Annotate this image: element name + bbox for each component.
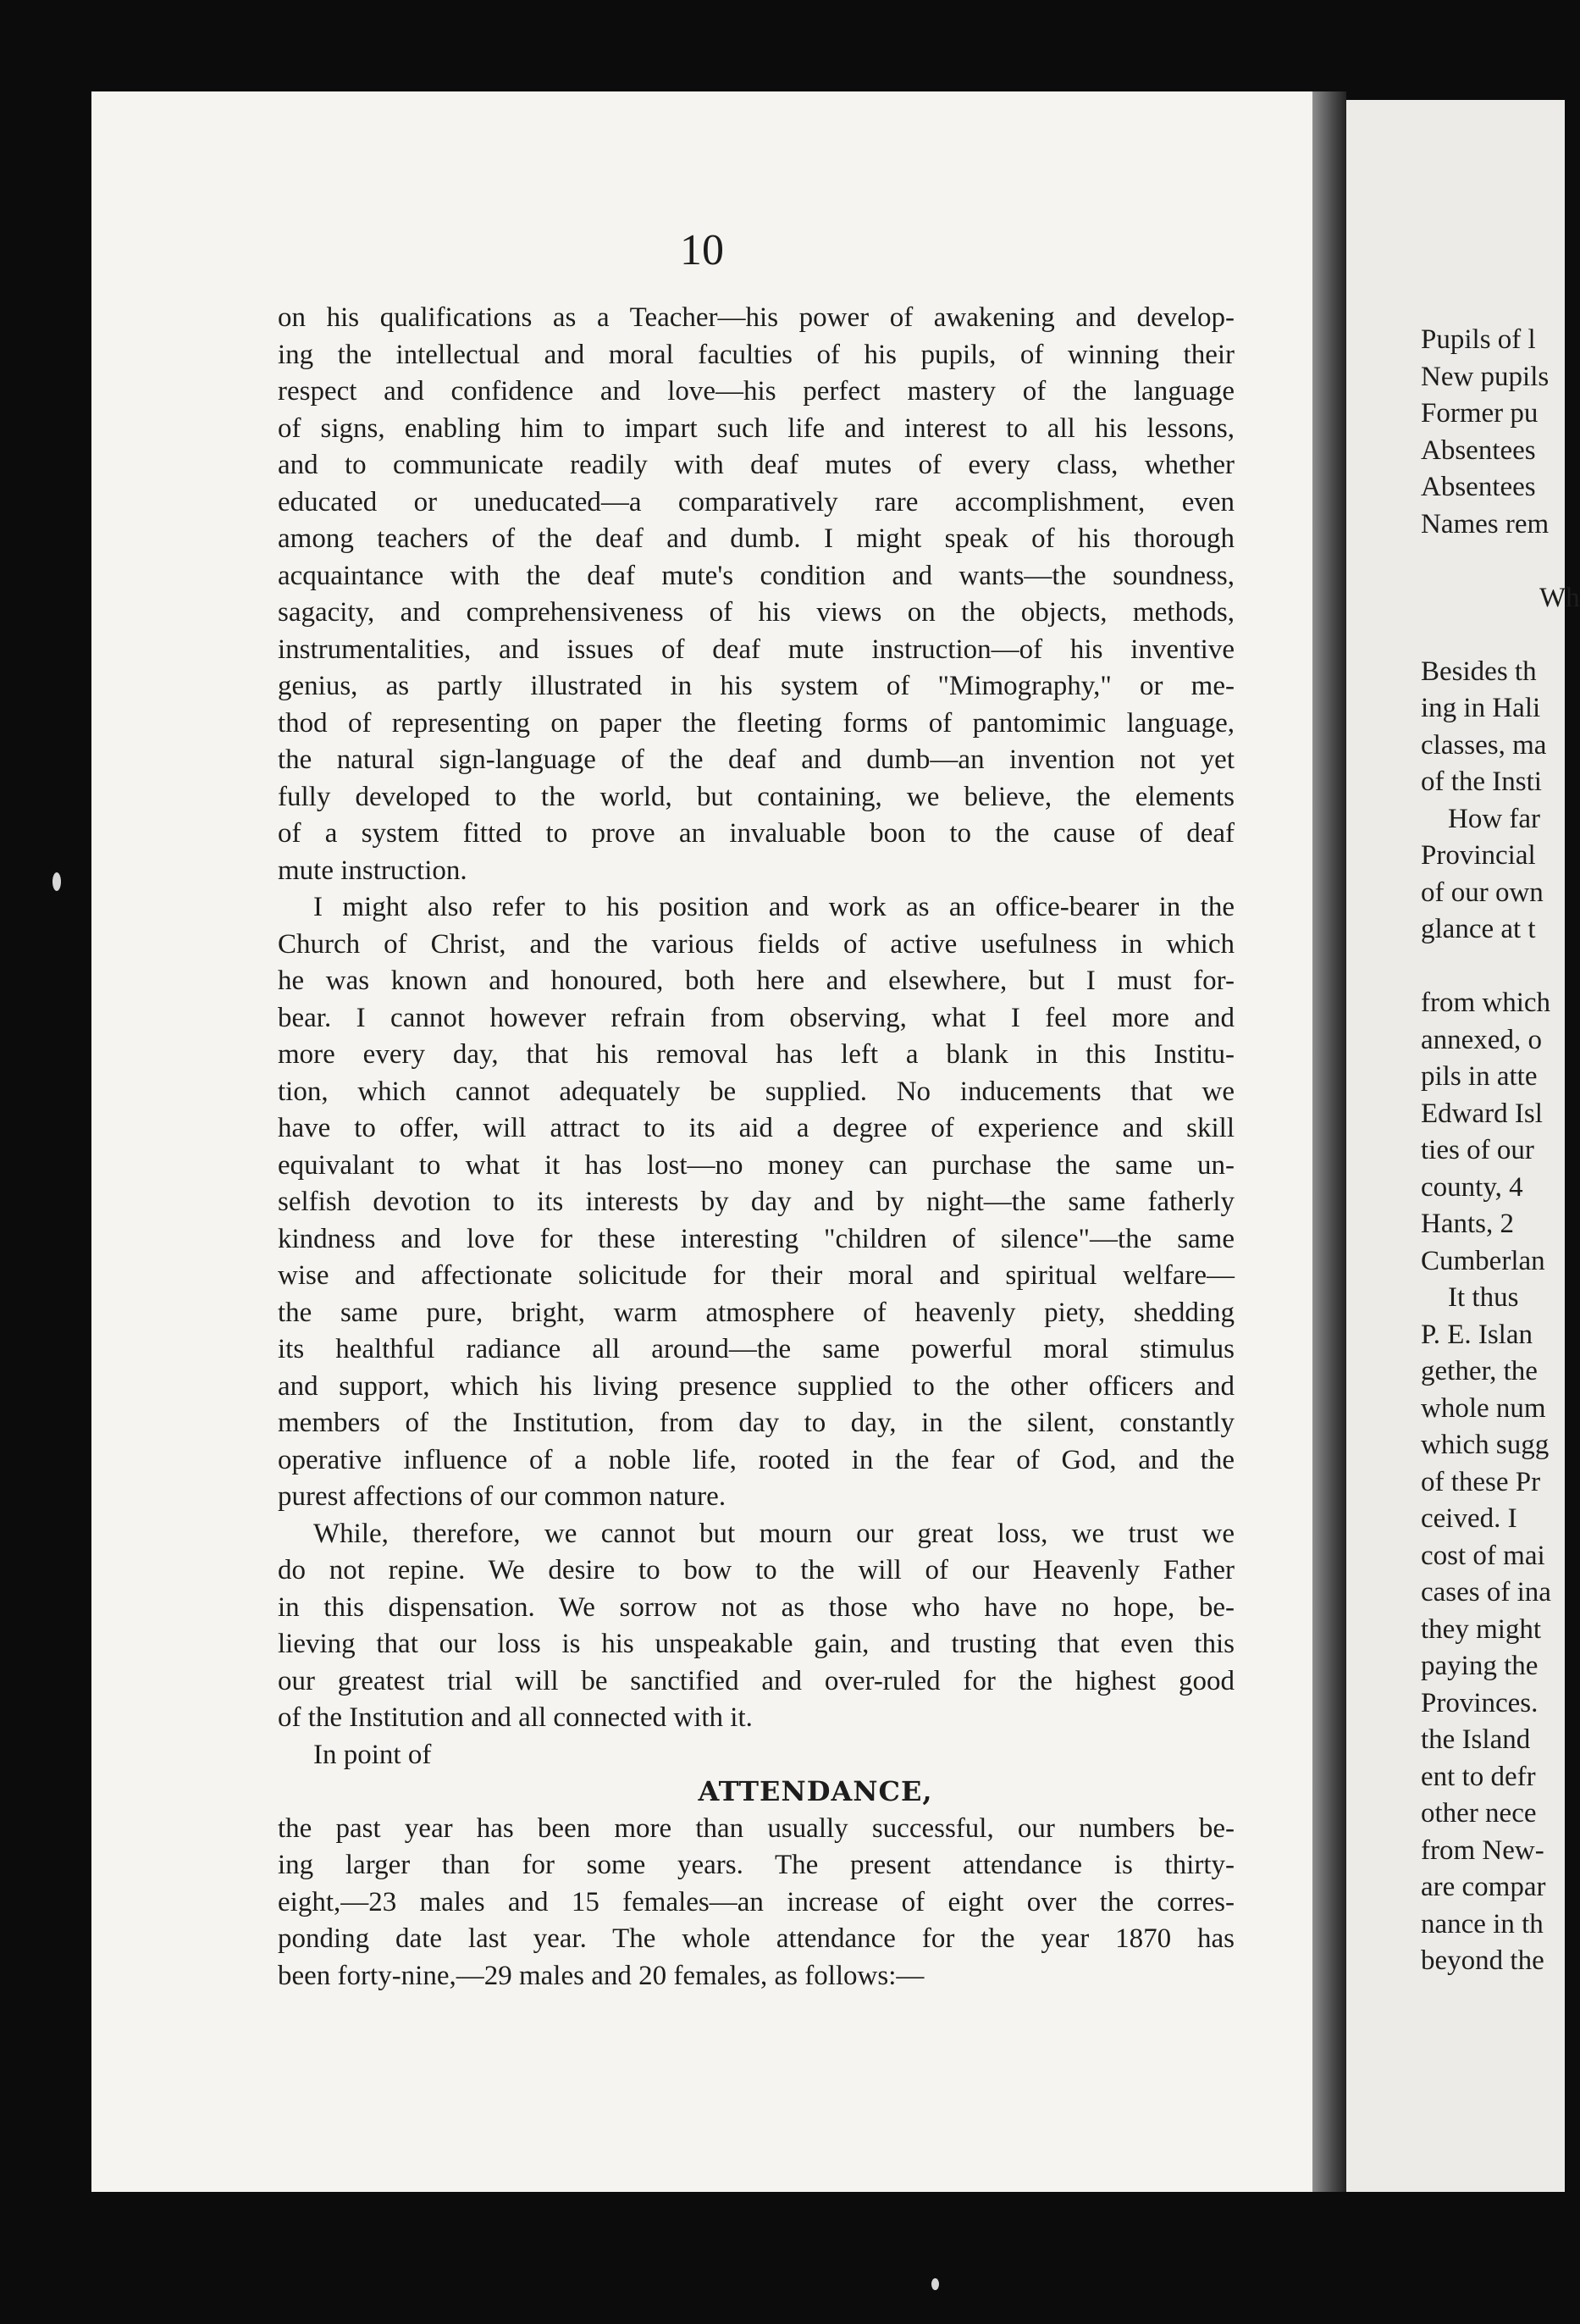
right-text-line: which sugg (1421, 1430, 1550, 1460)
right-text-line: county, 4 (1421, 1171, 1523, 1203)
text-line: tion, which cannot adequately be supplied. No inducements that we (278, 1076, 1235, 1107)
right-text-line (1421, 617, 1580, 654)
right-text-line: they might (1421, 1613, 1542, 1645)
right-text-line: classes, ma (1421, 729, 1547, 761)
text-line: and support, which his living presence supplied to the other officers and (278, 1370, 1235, 1402)
text-line: eight,—23 males and 15 females—an increase of eight over the corres- (278, 1886, 1235, 1917)
text-line: I might also refer to his position and work as an office-bearer in the (313, 892, 1235, 922)
right-text-line: of our own (1421, 877, 1544, 908)
book-gutter (1312, 91, 1346, 2192)
text-line: wise and affectionate solicitude for their moral and spiritual welfare— (278, 1260, 1235, 1291)
text-line: educated or uneducated—a comparatively rare accomplishment, even (278, 486, 1235, 517)
right-text-line: Wh (1539, 582, 1580, 613)
text-line: do not repine. We desire to bow to the will of our Heavenly Father (278, 1555, 1235, 1585)
text-line: instrumentalities, and issues of deaf mute instruction—of his inventive (278, 634, 1235, 665)
right-text-line: nance in th (1421, 1908, 1544, 1939)
text-line: operative influence of a noble life, rooted in the fear of God, and the (278, 1444, 1235, 1475)
text-line: respect and confidence and love—his perfect mastery of the language (278, 376, 1235, 407)
right-text-line: How far (1448, 803, 1541, 834)
text-line: been forty-nine,—29 males and 20 females, as follows:— (278, 1960, 925, 1991)
right-text-line: cost of mai (1421, 1540, 1545, 1571)
text-line: our greatest trial will be sanctified and over-ruled for the highest good (278, 1665, 1235, 1696)
right-text-line: of the Insti (1421, 766, 1542, 797)
right-text-line: the Island (1421, 1724, 1531, 1755)
scan-speck (52, 872, 61, 891)
left-page (91, 91, 1312, 2192)
text-line: purest affections of our common nature. (278, 1481, 726, 1512)
right-text-line: Cumberlan (1421, 1245, 1545, 1276)
text-line: Church of Christ, and the various fields of active usefulness in which (278, 928, 1235, 960)
right-text-line: from New- (1421, 1834, 1544, 1866)
right-text-line: Edward Isl (1421, 1098, 1543, 1129)
right-text-line: ing in Hali (1421, 693, 1541, 723)
right-text-line: Provinces. (1421, 1687, 1539, 1718)
text-line: selfish devotion to its interests by day and by night—the same fatherly (278, 1187, 1235, 1217)
right-text-line: other nece (1421, 1798, 1537, 1829)
text-line: While, therefore, we cannot but mourn our great loss, we trust we (313, 1518, 1235, 1549)
right-page (1346, 100, 1580, 2192)
text-line: genius, as partly illustrated in his system of "Mimography," or me- (278, 671, 1235, 701)
text-line: kindness and love for these interesting "children of silence"—the same (278, 1223, 1235, 1254)
right-text-line: cases of ina (1421, 1577, 1551, 1607)
text-line: the past year has been more than usually successful, our numbers be- (278, 1812, 1235, 1844)
text-line: mute instruction. (278, 855, 467, 886)
text-line: ing the intellectual and moral faculties of his pupils, of winning their (278, 339, 1235, 370)
text-line: lieving that our loss is his unspeakable gain, and trusting that even this (278, 1629, 1235, 1659)
page-number: 10 (680, 226, 724, 274)
text-line: have to offer, will attract to its aid a degree of experience and skill (278, 1113, 1235, 1143)
right-text-line: glance at t (1421, 914, 1536, 944)
right-text-line: pils in atte (1421, 1061, 1538, 1092)
right-text-line: Absentees (1421, 472, 1536, 502)
text-line: more every day, that his removal has left a blank in this Institu- (278, 1039, 1235, 1070)
text-line: of signs, enabling him to impart such life and interest to all his lessons, (278, 412, 1235, 444)
text-line: its healthful radiance all around—the same powerful moral stimulus (278, 1334, 1235, 1364)
text-line: members of the Institution, from day to day, in the silent, constantly (278, 1408, 1235, 1438)
right-text-line: Absentees (1421, 434, 1536, 466)
right-text-line: Besides th (1421, 656, 1537, 687)
right-text-line: are compar (1421, 1872, 1546, 1902)
text-line: among teachers of the deaf and dumb. I might speak of his thorough (278, 523, 1235, 554)
scan-speck (931, 2278, 939, 2290)
right-text-line: ties of our (1421, 1135, 1534, 1165)
right-text-line: ceived. I (1421, 1503, 1517, 1534)
text-line: thod of representing on paper the fleeting forms of pantomimic language, (278, 707, 1235, 739)
text-line: In point of (313, 1739, 432, 1770)
right-text-line: of these Pr (1421, 1466, 1541, 1497)
text-line: acquaintance with the deaf mute's condition and wants—the soundness, (278, 560, 1235, 591)
right-text-line: gether, the (1421, 1356, 1538, 1386)
body-text (278, 300, 1235, 1995)
right-text-line (1421, 949, 1580, 986)
right-text-line (1421, 543, 1580, 580)
text-line: equivalant to what it has lost—no money can purchase the same un- (278, 1149, 1235, 1181)
right-text-line: from which (1421, 988, 1551, 1018)
right-page-text (1421, 322, 1580, 1980)
section-heading: ATTENDANCE, (698, 1775, 933, 1807)
text-line: the natural sign-language of the deaf and dumb—an invention not yet (278, 744, 1235, 775)
text-line: fully developed to the world, but containing, we believe, the elements (278, 781, 1235, 812)
right-text-line: beyond the (1421, 1945, 1544, 1976)
right-text-line: Former pu (1421, 398, 1539, 429)
right-text-line: It thus (1448, 1282, 1519, 1313)
right-text-line: annexed, o (1421, 1024, 1542, 1055)
text-line: sagacity, and comprehensiveness of his views on the objects, methods, (278, 597, 1235, 628)
right-text-line: Names rem (1421, 508, 1550, 540)
text-line: of a system fitted to prove an invaluable boon to the cause of deaf (278, 818, 1235, 849)
text-line: ponding date last year. The whole attendance for the year 1870 has (278, 1923, 1235, 1954)
text-line: bear. I cannot however refrain from observing, what I feel more and (278, 1002, 1235, 1033)
right-text-line: New pupils (1421, 361, 1550, 392)
right-text-line: ent to defr (1421, 1761, 1536, 1792)
right-text-line: P. E. Islan (1421, 1319, 1533, 1350)
text-line: he was known and honoured, both here and elsewhere, but I must for- (278, 966, 1235, 996)
text-line: ing larger than for some years. The present attendance is thirty- (278, 1850, 1235, 1880)
right-text-line: whole num (1421, 1392, 1546, 1424)
text-line: the same pure, bright, warm atmosphere of heavenly piety, shedding (278, 1297, 1235, 1328)
right-text-line: paying the (1421, 1651, 1539, 1681)
right-text-line: Hants, 2 (1421, 1209, 1514, 1239)
text-line: and to communicate readily with deaf mutes of every class, whether (278, 450, 1235, 480)
right-text-line: Provincial (1421, 840, 1536, 871)
text-line: in this dispensation. We sorrow not as those who have no hope, be- (278, 1591, 1235, 1623)
right-text-line: Pupils of l (1421, 324, 1536, 355)
text-line: of the Institution and all connected with it. (278, 1702, 753, 1733)
text-line: on his qualifications as a Teacher—his power of awakening and develop- (278, 302, 1235, 333)
